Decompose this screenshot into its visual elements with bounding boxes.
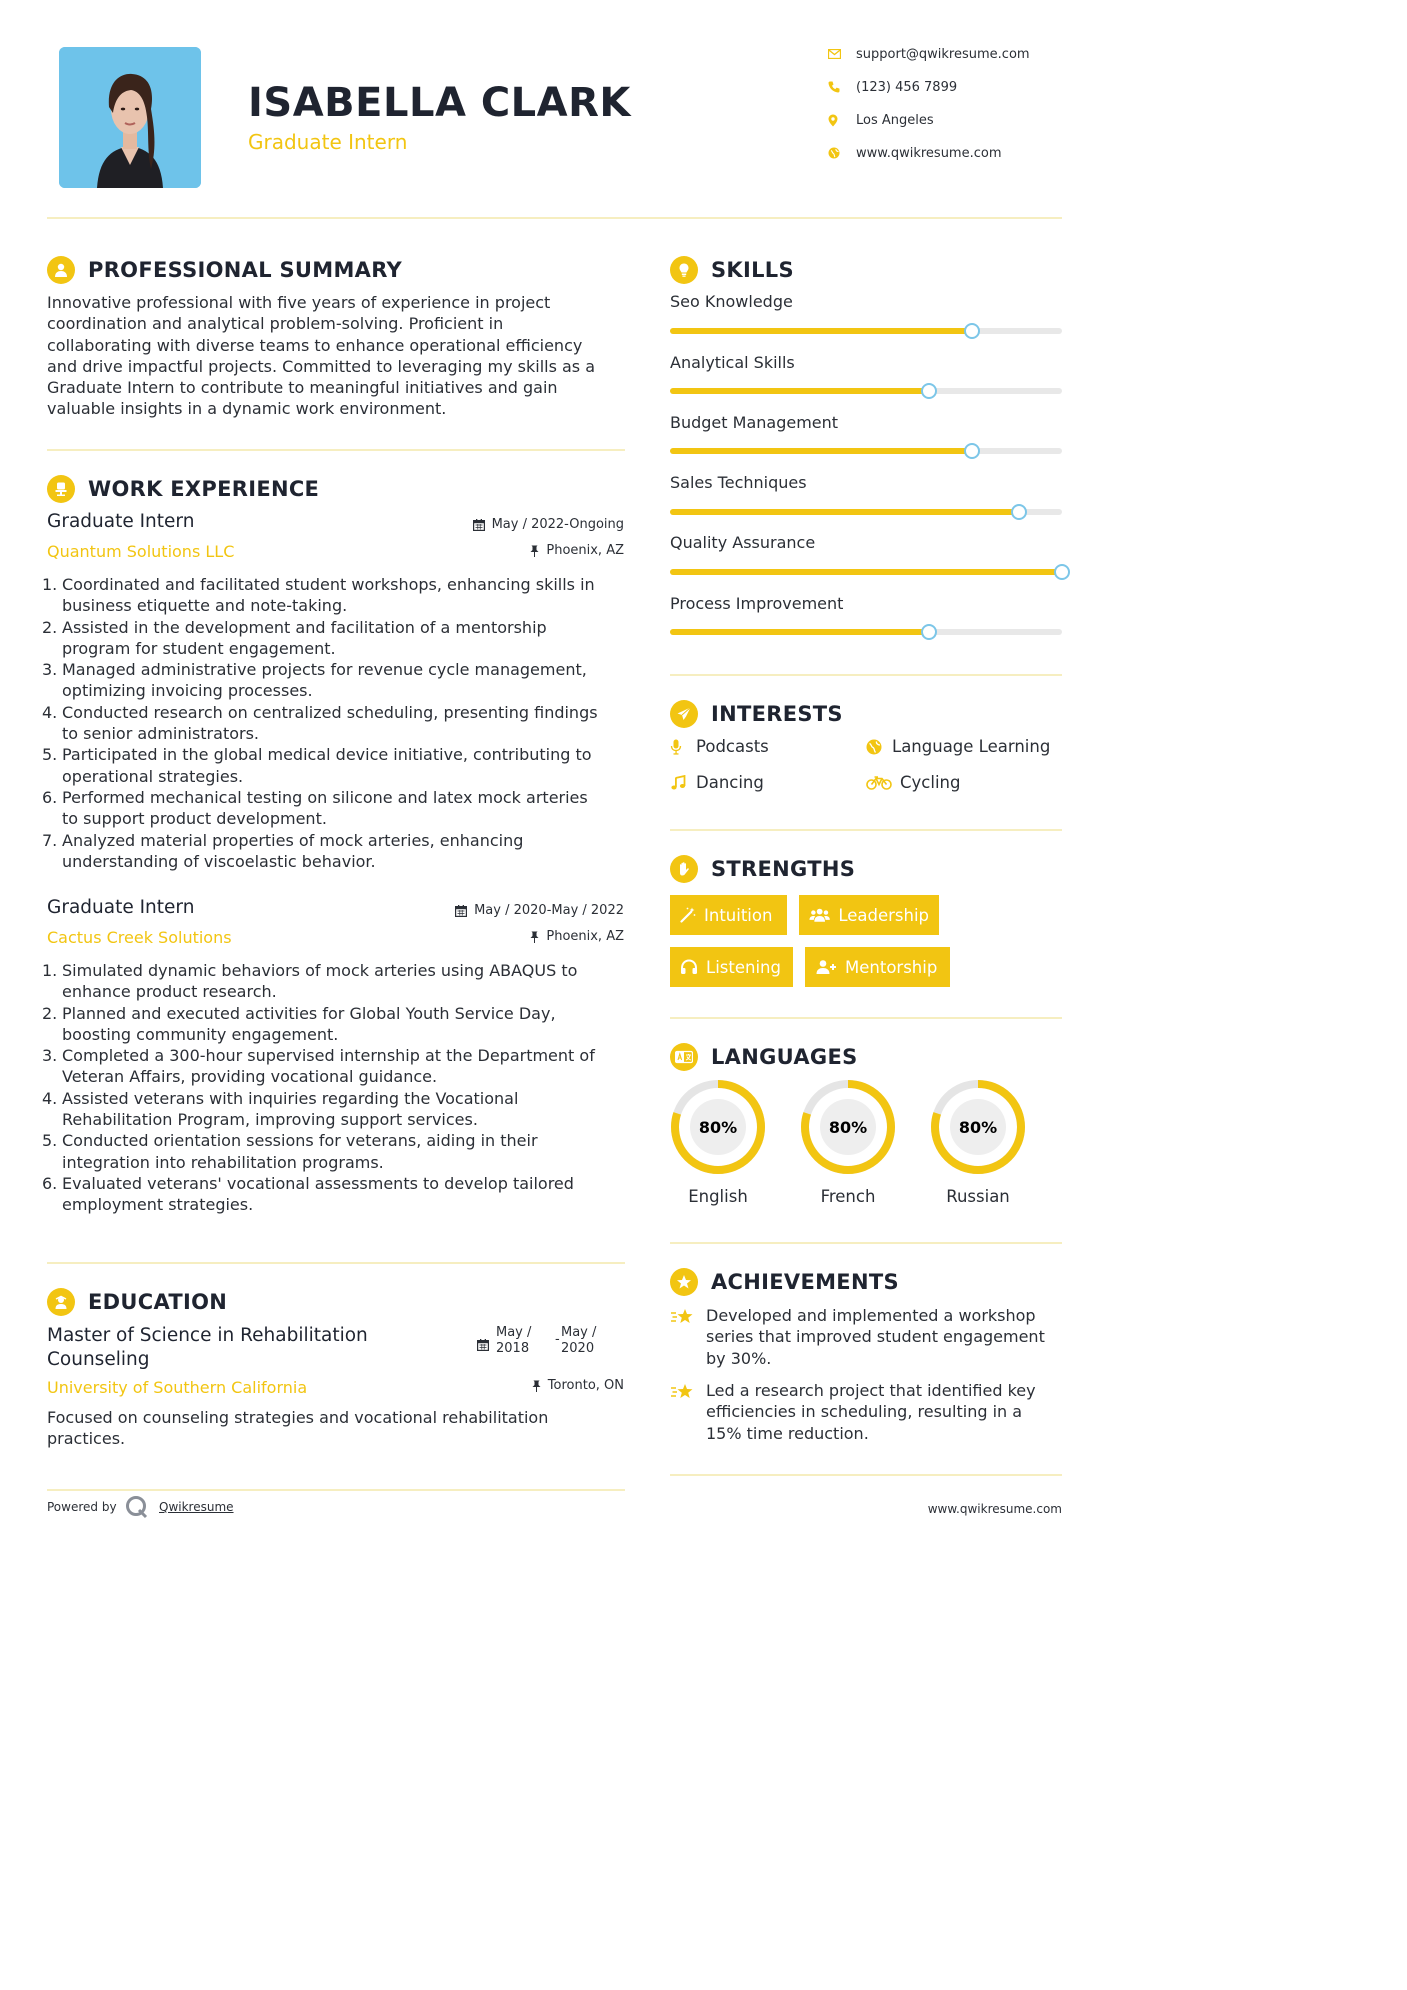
strengths-header bbox=[670, 854, 855, 884]
chair-icon bbox=[47, 475, 75, 503]
contact-email[interactable] bbox=[828, 44, 1078, 64]
interest-item bbox=[866, 773, 960, 792]
achievements-header bbox=[670, 1267, 899, 1297]
contact-website-text: www.qwikresume.com bbox=[856, 145, 1002, 161]
list-item: 5. Participated in the global medical device initiative, contributing to operational strategies. bbox=[42, 745, 592, 786]
contact-email-text: support@qwikresume.com bbox=[856, 46, 1030, 62]
school-name: University of Southern California bbox=[47, 1378, 308, 1397]
skill-bar bbox=[670, 509, 1062, 515]
strength-label: Intuition bbox=[704, 905, 773, 925]
job-2-bullets bbox=[42, 960, 627, 1216]
skill-bar-fill bbox=[670, 569, 1062, 575]
interest-label: Dancing bbox=[696, 773, 764, 792]
interest-label: Cycling bbox=[900, 773, 961, 792]
strength-label: Leadership bbox=[838, 905, 929, 925]
skills-header bbox=[670, 255, 794, 285]
education-location bbox=[400, 1378, 624, 1393]
globe-icon bbox=[866, 739, 882, 755]
summary-header bbox=[47, 255, 402, 285]
language-ring bbox=[670, 1079, 766, 1175]
interests-header bbox=[670, 699, 843, 729]
education-end-date: May / 2020 bbox=[561, 1325, 597, 1356]
skill-bar-fill bbox=[670, 509, 1019, 515]
skill-bar bbox=[670, 448, 1062, 454]
interest-item bbox=[670, 773, 764, 792]
summary-line: coordination and analytical problem-solving. Proficient in bbox=[47, 314, 504, 334]
language-icon bbox=[670, 1043, 698, 1071]
phone-icon bbox=[828, 81, 840, 93]
skills-heading: SKILLS bbox=[711, 258, 794, 282]
summary-line: Graduate Intern to contribute to meaningful initiatives and gain bbox=[47, 378, 558, 398]
interest-item bbox=[670, 737, 769, 756]
summary-line: and drive impactful projects. Committed to leveraging my skills as a bbox=[47, 356, 596, 376]
interests-divider bbox=[670, 829, 1062, 831]
job-1-location bbox=[400, 543, 624, 558]
summary-text bbox=[47, 292, 627, 420]
skill-bar-knob bbox=[964, 323, 980, 339]
education-heading: EDUCATION bbox=[88, 1290, 228, 1314]
skills-divider bbox=[670, 674, 1062, 676]
job-2-location-text: Phoenix, AZ bbox=[546, 929, 624, 944]
calendar-icon bbox=[473, 519, 485, 531]
skill-label: Seo Knowledge bbox=[670, 292, 793, 311]
job-1-company: Quantum Solutions LLC bbox=[47, 542, 235, 561]
shooting-star-icon bbox=[670, 1382, 696, 1402]
footer-url[interactable]: www.qwikresume.com bbox=[927, 1502, 1062, 1516]
list-item: 3. Completed a 300-hour supervised internship at the Department of Veteran Affairs, providing vocational guidance. bbox=[42, 1046, 595, 1087]
education-location-text: Toronto, ON bbox=[547, 1378, 624, 1393]
candidate-name: ISABELLA CLARK bbox=[248, 80, 631, 126]
header-divider bbox=[47, 217, 1062, 219]
profile-photo bbox=[59, 47, 201, 188]
bicycle-icon bbox=[866, 776, 892, 790]
job-1-dates-text: May / 2022-Ongoing bbox=[491, 517, 624, 532]
skill-bar-knob bbox=[1011, 504, 1027, 520]
languages-divider bbox=[670, 1242, 1062, 1244]
language-ring bbox=[930, 1079, 1026, 1175]
date-separator: - bbox=[555, 1332, 560, 1347]
job-2-dates-text: May / 2020-May / 2022 bbox=[474, 903, 624, 918]
pushpin-icon bbox=[530, 931, 539, 943]
language-name: English bbox=[688, 1187, 748, 1206]
list-item: 6. Performed mechanical testing on silicone and latex mock arteries to support product development. bbox=[42, 787, 588, 829]
skill-bar-fill bbox=[670, 448, 972, 454]
hand-icon bbox=[670, 855, 698, 883]
job-1-title: Graduate Intern bbox=[47, 511, 195, 532]
job-2-company: Cactus Creek Solutions bbox=[47, 928, 232, 947]
interests-heading: INTERESTS bbox=[711, 702, 843, 726]
contact-website[interactable] bbox=[828, 143, 1078, 163]
summary-heading: PROFESSIONAL SUMMARY bbox=[88, 258, 403, 282]
interest-label: Podcasts bbox=[696, 737, 769, 756]
summary-line: valuable insights in a dynamic work environment. bbox=[47, 399, 447, 419]
strength-chip bbox=[799, 895, 939, 935]
pushpin-icon bbox=[532, 1380, 541, 1392]
experience-header bbox=[47, 474, 319, 504]
map-pin-icon bbox=[828, 114, 838, 127]
skill-bar-fill bbox=[670, 328, 972, 334]
envelope-icon bbox=[828, 49, 841, 59]
language-ring bbox=[800, 1079, 896, 1175]
strength-label: Listening bbox=[706, 957, 781, 977]
list-item: 6. Evaluated veterans' vocational assessments to develop tailored employment strategies. bbox=[42, 1173, 574, 1215]
interest-label: Language Learning bbox=[892, 737, 1051, 756]
lightbulb-icon bbox=[670, 256, 698, 284]
contact-location-text: Los Angeles bbox=[856, 112, 934, 128]
languages-heading: LANGUAGES bbox=[711, 1045, 858, 1069]
education-divider bbox=[47, 1489, 625, 1491]
skill-bar-knob bbox=[921, 383, 937, 399]
user-icon bbox=[47, 256, 75, 284]
shooting-star-icon bbox=[670, 1307, 696, 1327]
skill-label: Budget Management bbox=[670, 413, 839, 432]
achievement-item: Developed and implemented a workshop series that improved student engagement by 30%. bbox=[670, 1305, 1070, 1369]
experience-divider bbox=[47, 1262, 625, 1264]
calendar-icon bbox=[455, 905, 467, 917]
list-item: 4. Assisted veterans with inquiries regarding the Vocational Rehabilitation Program, improving support services. bbox=[42, 1088, 519, 1130]
person-portrait bbox=[59, 47, 201, 188]
graduation-icon bbox=[47, 1288, 75, 1316]
strength-chip bbox=[670, 895, 787, 935]
achievement-item: Led a research project that identified key efficiencies in scheduling, resulting in a 15% time reduction. bbox=[670, 1380, 1070, 1444]
language-percent: 80% bbox=[828, 1118, 868, 1137]
list-item: 2. Planned and executed activities for Global Youth Service Day, boosting community engagement. bbox=[42, 1003, 556, 1044]
education-start-date: May / 2018 bbox=[496, 1325, 532, 1356]
job-2-location bbox=[400, 929, 624, 944]
skill-label: Analytical Skills bbox=[670, 353, 795, 372]
contact-location bbox=[828, 110, 1078, 130]
interest-item bbox=[866, 737, 1050, 756]
brand-link[interactable]: Qwikresume bbox=[159, 1500, 234, 1514]
list-item: 1. Simulated dynamic behaviors of mock arteries using ABAQUS to enhance product research. bbox=[42, 961, 578, 1002]
skill-bar-knob bbox=[921, 624, 937, 640]
skill-bar-fill bbox=[670, 629, 929, 635]
experience-heading: WORK EXPERIENCE bbox=[88, 477, 320, 501]
achievements-heading: ACHIEVEMENTS bbox=[711, 1270, 899, 1294]
degree-title: Master of Science in Rehabilitation Counseling bbox=[47, 1325, 368, 1370]
candidate-title: Graduate Intern bbox=[248, 130, 408, 154]
microphone-icon bbox=[670, 739, 682, 755]
skill-bar bbox=[670, 328, 1062, 334]
skill-label: Sales Techniques bbox=[670, 473, 807, 492]
strength-label: Mentorship bbox=[845, 957, 938, 977]
job-2-dates bbox=[400, 903, 624, 918]
magic-wand-icon bbox=[680, 907, 696, 923]
contact-phone[interactable] bbox=[828, 77, 1078, 97]
music-note-icon bbox=[670, 775, 686, 791]
skill-bar bbox=[670, 629, 1062, 635]
strengths-divider bbox=[670, 1017, 1062, 1019]
skill-bar-knob bbox=[1054, 564, 1070, 580]
summary-line: collaborating with diverse teams to enhance operational efficiency bbox=[47, 335, 583, 355]
skill-label: Quality Assurance bbox=[670, 533, 816, 552]
skill-label: Process Improvement bbox=[670, 594, 844, 613]
education-header bbox=[47, 1287, 227, 1317]
powered-by-label: Powered by bbox=[47, 1500, 117, 1514]
pushpin-icon bbox=[530, 545, 539, 557]
list-item: 7. Analyzed material properties of mock arteries, enhancing understanding of viscoelastic behavior. bbox=[42, 830, 524, 871]
users-icon bbox=[809, 907, 830, 923]
strengths-heading: STRENGTHS bbox=[711, 857, 856, 881]
list-item: 5. Conducted orientation sessions for veterans, aiding in their integration into rehabilitation programs. bbox=[42, 1131, 538, 1172]
star-icon bbox=[670, 1268, 698, 1296]
strength-chip bbox=[670, 947, 793, 987]
contact-phone-text: (123) 456 7899 bbox=[856, 79, 958, 95]
job-1-dates bbox=[400, 517, 624, 532]
skill-bar-fill bbox=[670, 388, 929, 394]
education-description: Focused on counseling strategies and vocational rehabilitation practices. bbox=[47, 1408, 549, 1449]
user-plus-icon bbox=[815, 959, 837, 975]
paper-plane-icon bbox=[670, 700, 698, 728]
summary-divider bbox=[47, 449, 625, 451]
strength-chip bbox=[805, 947, 950, 987]
skill-bar bbox=[670, 388, 1062, 394]
calendar-icon bbox=[477, 1336, 489, 1355]
skill-bar bbox=[670, 569, 1062, 575]
language-percent: 80% bbox=[698, 1118, 738, 1137]
languages-header bbox=[670, 1042, 858, 1072]
list-item: 3. Managed administrative projects for revenue cycle management, optimizing invoicing processes. bbox=[42, 660, 587, 701]
summary-line: Innovative professional with five years of experience in project bbox=[47, 293, 551, 312]
list-item: 4. Conducted research on centralized scheduling, presenting findings to senior administrators. bbox=[42, 702, 598, 744]
job-1-bullets bbox=[42, 574, 627, 872]
list-item: 1. Coordinated and facilitated student workshops, enhancing skills in business etiquette and note-taking. bbox=[42, 575, 595, 616]
list-item: 2. Assisted in the development and facilitation of a mentorship program for student engagement. bbox=[42, 617, 547, 658]
job-2-title: Graduate Intern bbox=[47, 897, 195, 918]
language-name: Russian bbox=[946, 1187, 1010, 1206]
skill-bar-knob bbox=[964, 443, 980, 459]
language-percent: 80% bbox=[958, 1118, 998, 1137]
language-name: French bbox=[820, 1187, 876, 1206]
job-1-location-text: Phoenix, AZ bbox=[546, 543, 624, 558]
globe-icon bbox=[828, 147, 840, 159]
headphones-icon bbox=[680, 959, 698, 975]
achievements-divider bbox=[670, 1474, 1062, 1476]
qwikresume-logo-icon bbox=[124, 1495, 150, 1523]
